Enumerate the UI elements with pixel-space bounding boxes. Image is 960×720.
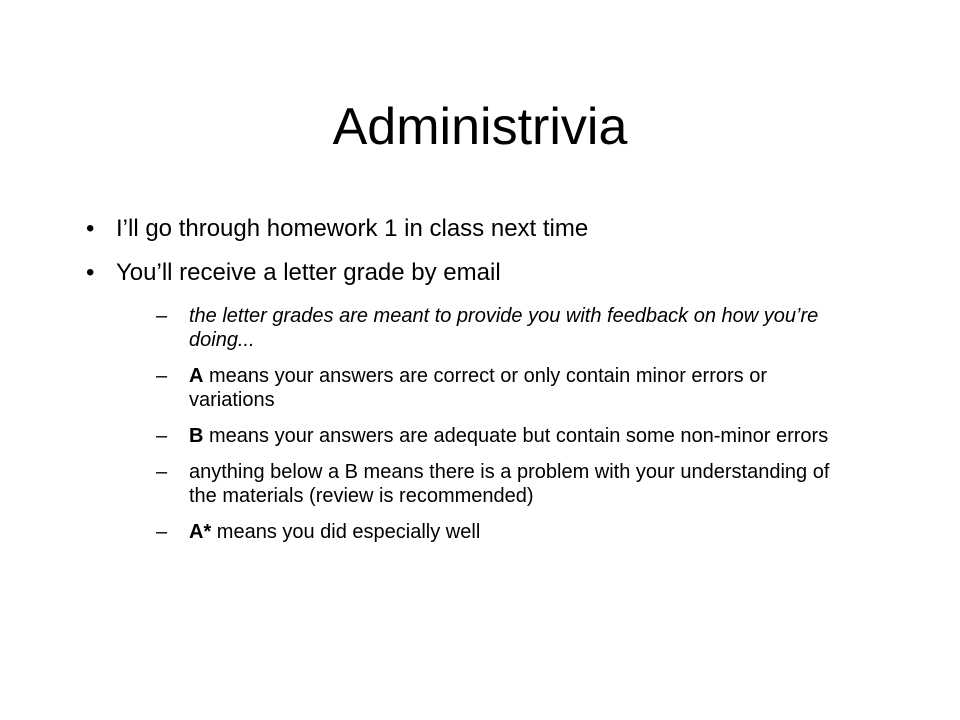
bullet-list — [86, 214, 886, 302]
bullet-item — [86, 258, 886, 288]
grade-letter: A — [189, 365, 204, 387]
sub-bullet-item — [156, 460, 856, 508]
sub-bullet-text: means your answers are adequate but contain some non-minor errors — [203, 425, 829, 447]
dash-glyph: – — [156, 425, 168, 447]
sub-bullet-item — [156, 364, 856, 412]
sub-bullet-text: means your answers are correct or only contain minor errors or variations — [189, 365, 767, 411]
dash-glyph: – — [156, 305, 168, 327]
sub-bullet-item — [156, 424, 856, 448]
dash-glyph: – — [156, 365, 168, 387]
slide-title: Administrivia — [332, 98, 628, 156]
bullet-glyph: • — [86, 259, 95, 286]
bullet-text: You’ll receive a letter grade by email — [116, 259, 501, 286]
dash-glyph: – — [156, 461, 168, 483]
sub-bullet-text: anything below a B means there is a problem with your understanding of the materials (review is recommended) — [189, 461, 830, 507]
sub-bullet-list — [156, 304, 856, 556]
grade-letter: A* — [189, 521, 212, 543]
sub-bullet-text: means you did especially well — [211, 521, 481, 543]
bullet-item — [86, 214, 886, 244]
bullet-glyph: • — [86, 215, 95, 242]
sub-bullet-item — [156, 304, 856, 352]
bullet-text: I’ll go through homework 1 in class next time — [116, 215, 589, 242]
grade-letter: B — [189, 425, 204, 447]
sub-bullet-text: the letter grades are meant to provide you with feedback on how you’re doing... — [189, 305, 819, 351]
dash-glyph: – — [156, 521, 168, 543]
sub-bullet-item — [156, 520, 856, 544]
